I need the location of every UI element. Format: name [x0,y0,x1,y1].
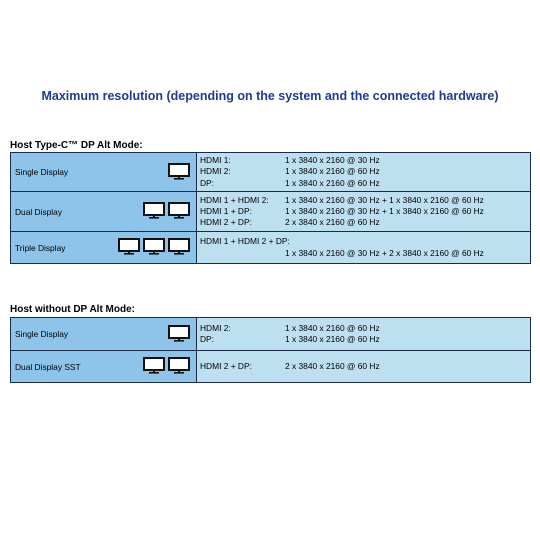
resolution-value: 1 x 3840 x 2160 @ 30 Hz + 1 x 3840 x 2160 @ 60 Hz [285,194,484,205]
monitor-group [168,325,190,344]
monitor-icon [168,238,190,257]
port-label: HDMI 1 + DP: [200,205,252,216]
spec-line [200,334,527,345]
row-label-cell [11,232,197,264]
spec-line [200,361,527,372]
spec-line [200,155,527,166]
spec-line [200,166,527,177]
port-label: DP: [200,334,214,344]
row-label: Triple Display [15,242,66,253]
monitor-group [168,163,190,182]
row-label: Single Display [15,329,69,339]
resolution-value: 2 x 3840 x 2160 @ 60 Hz [285,217,380,228]
table-row [11,153,531,192]
spec-line [200,217,527,228]
row-value-cell [197,153,531,192]
monitor-icon [143,202,165,221]
section-heading-no-alt-mode: Host without DP Alt Mode: [10,304,135,315]
monitor-icon [168,202,190,221]
monitor-group [118,238,190,257]
monitor-icon [118,238,140,257]
table-row [11,351,531,383]
table-row [11,318,531,351]
port-label: HDMI 2: [200,322,231,333]
row-label-cell [11,153,197,192]
row-label: Single Display [15,167,69,178]
row-value-cell [197,192,531,232]
resolution-value: 1 x 3840 x 2160 @ 30 Hz + 2 x 3840 x 2160 @ 60 Hz [285,247,484,258]
resolution-value: 1 x 3840 x 2160 @ 30 Hz + 1 x 3840 x 2160 @ 60 Hz [285,205,484,216]
resolution-value: 2 x 3840 x 2160 @ 60 Hz [285,360,380,371]
spec-line [200,323,527,334]
monitor-icon [168,357,190,376]
table-row [11,232,531,264]
spec-line [200,206,527,217]
resolution-value: 1 x 3840 x 2160 @ 60 Hz [285,177,380,188]
spec-table-alt-mode [10,152,531,264]
page-title: Maximum resolution (depending on the system and the connected hardware) [41,89,499,103]
resolution-value [290,236,527,247]
row-value-cell [197,351,531,383]
port-label: HDMI 1 + HDMI 2 + DP: [200,236,290,247]
port-label [200,248,285,259]
resolution-value: 1 x 3840 x 2160 @ 60 Hz [285,166,380,177]
spec-line [200,178,527,189]
port-label: HDMI 2 + DP: [200,360,252,371]
port-label: HDMI 2: [200,166,231,177]
port-label: HDMI 1: [200,155,231,165]
spec-line [200,248,527,259]
resolution-value: 1 x 3840 x 2160 @ 60 Hz [285,322,380,333]
resolution-value: 1 x 3840 x 2160 @ 30 Hz [285,155,380,165]
monitor-icon [168,325,190,344]
row-label-cell [11,318,197,351]
table-row [11,192,531,232]
row-label: Dual Display [15,206,63,217]
monitor-icon [143,357,165,376]
monitor-group [143,357,190,376]
spec-table-no-alt-mode [10,317,531,383]
spec-line [200,195,527,206]
row-label: Dual Display SST [15,361,81,372]
row-value-cell [197,318,531,351]
row-label-cell [11,351,197,383]
row-value-cell [197,232,531,264]
monitor-icon [143,238,165,257]
monitor-icon [168,163,190,182]
port-label: HDMI 2 + DP: [200,217,252,228]
resolution-value: 1 x 3840 x 2160 @ 60 Hz [285,334,380,344]
monitor-group [143,202,190,221]
port-label: DP: [200,177,214,188]
section-heading-alt-mode: Host Type-C™ DP Alt Mode: [10,140,143,151]
port-label: HDMI 1 + HDMI 2: [200,194,269,205]
spec-line [200,236,527,247]
row-label-cell [11,192,197,232]
